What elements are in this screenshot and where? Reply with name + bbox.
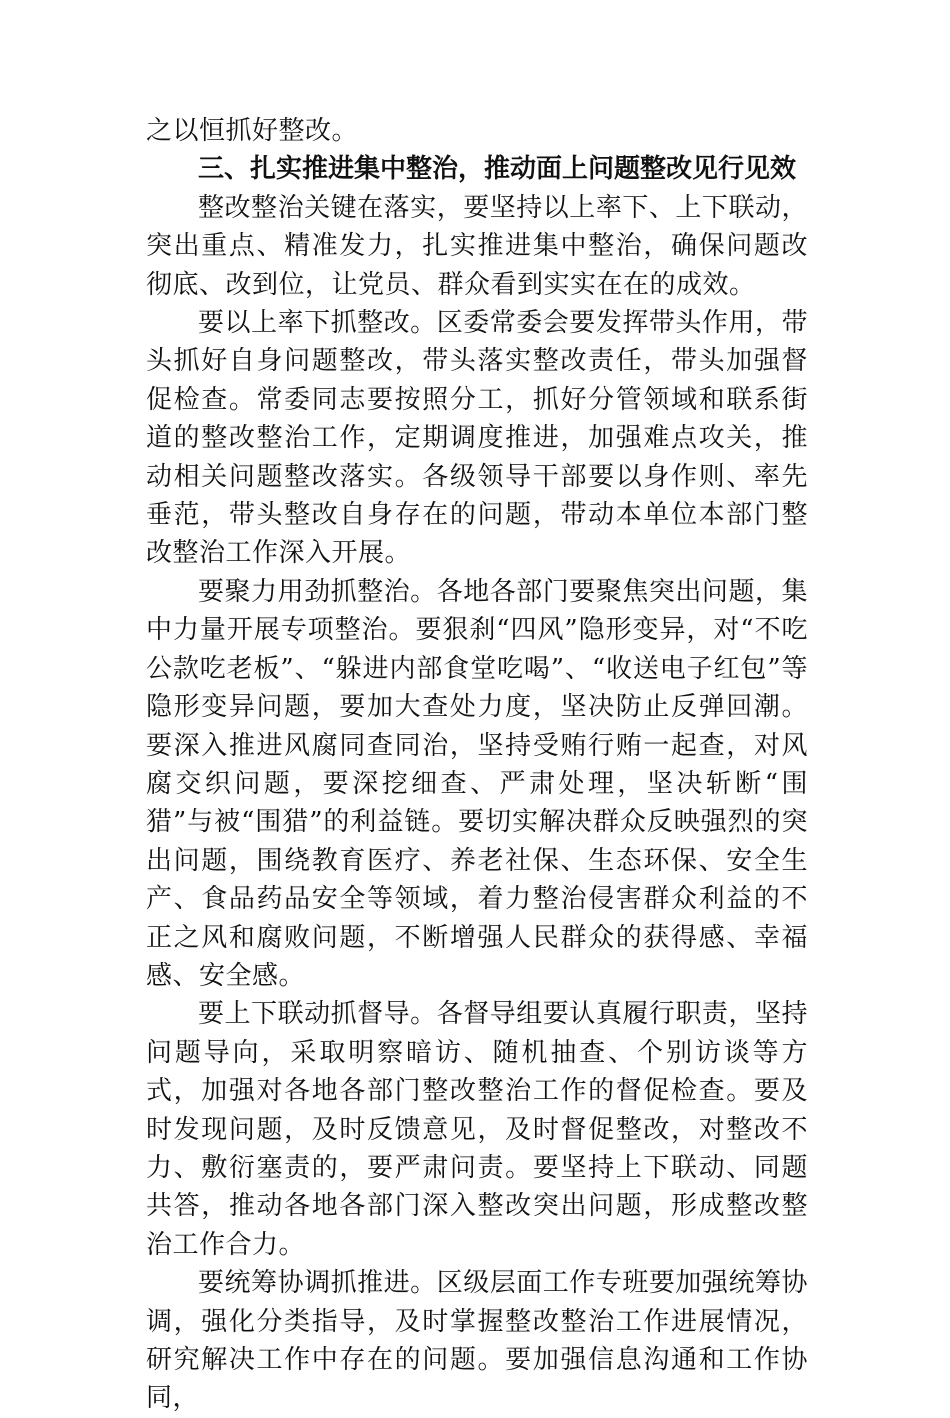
document-page: [146, 112, 808, 1418]
section-heading: 三、扎实推进集中整治，推动面上问题整改见行见效: [198, 154, 797, 185]
paragraph-intro: 整改整治关键在落实，要坚持以上率下、上下联动，突出重点、精准发力，扎实推进集中整治，确保问题改彻底、改到位，让党员、群众看到实实在在的成效。: [146, 192, 808, 300]
paragraph-supervision: 要上下联动抓督导。各督导组要认真履行职责，坚持问题导向，采取明察暗访、随机抽查、个别访谈等方式，加强对各地各部门整改整治工作的督促检查。要及时发现问题，及时反馈意见，及时督促整改，对整改不力、敷衍塞责的，要严肃问责。要坚持上下联动、同题共答，推动各地各部门深入整改突出问题，形成整改整治工作合力。: [146, 999, 808, 1260]
paragraph-continuation: 之以恒抓好整改。: [146, 116, 359, 146]
paragraph-lead-by-example: 要以上率下抓整改。区委常委会要发挥带头作用，带头抓好自身问题整改，带头落实整改责任，带头加强督促检查。常委同志要按照分工，抓好分管领域和联系街道的整改整治工作，定期调度推进，加强难点攻关，推动相关问题整改落实。各级领导干部要以身作则、率先垂范，带头整改自身存在的问题，带动本单位本部门整改整治工作深入开展。: [146, 308, 808, 569]
paragraph-coordination: 要统筹协调抓推进。区级层面工作专班要加强统筹协调，强化分类指导，及时掌握整改整治工作进展情况，研究解决工作中存在的问题。要加强信息沟通和工作协同，: [146, 1268, 808, 1414]
paragraph-rectification: 要聚力用劲抓整治。各地各部门要聚焦突出问题，集中力量开展专项整治。要狠刹“四风”隐形变异，对“不吃公款吃老板”、“躲进内部食堂吃喝”、“收送电子红包”等隐形变异问题，要加大查处力度，坚决防止反弹回潮。要深入推进风腐同查同治，坚持受贿行贿一起查，对风腐交织问题，要深挖细查、严肃处理，坚决斩断“围猎”与被“围猎”的利益链。要切实解决群众反映强烈的突出问题，围绕教育医疗、养老社保、生态环保、安全生产、食品药品安全等领域，着力整治侵害群众利益的不正之风和腐败问题，不断增强人民群众的获得感、幸福感、安全感。: [146, 576, 808, 991]
